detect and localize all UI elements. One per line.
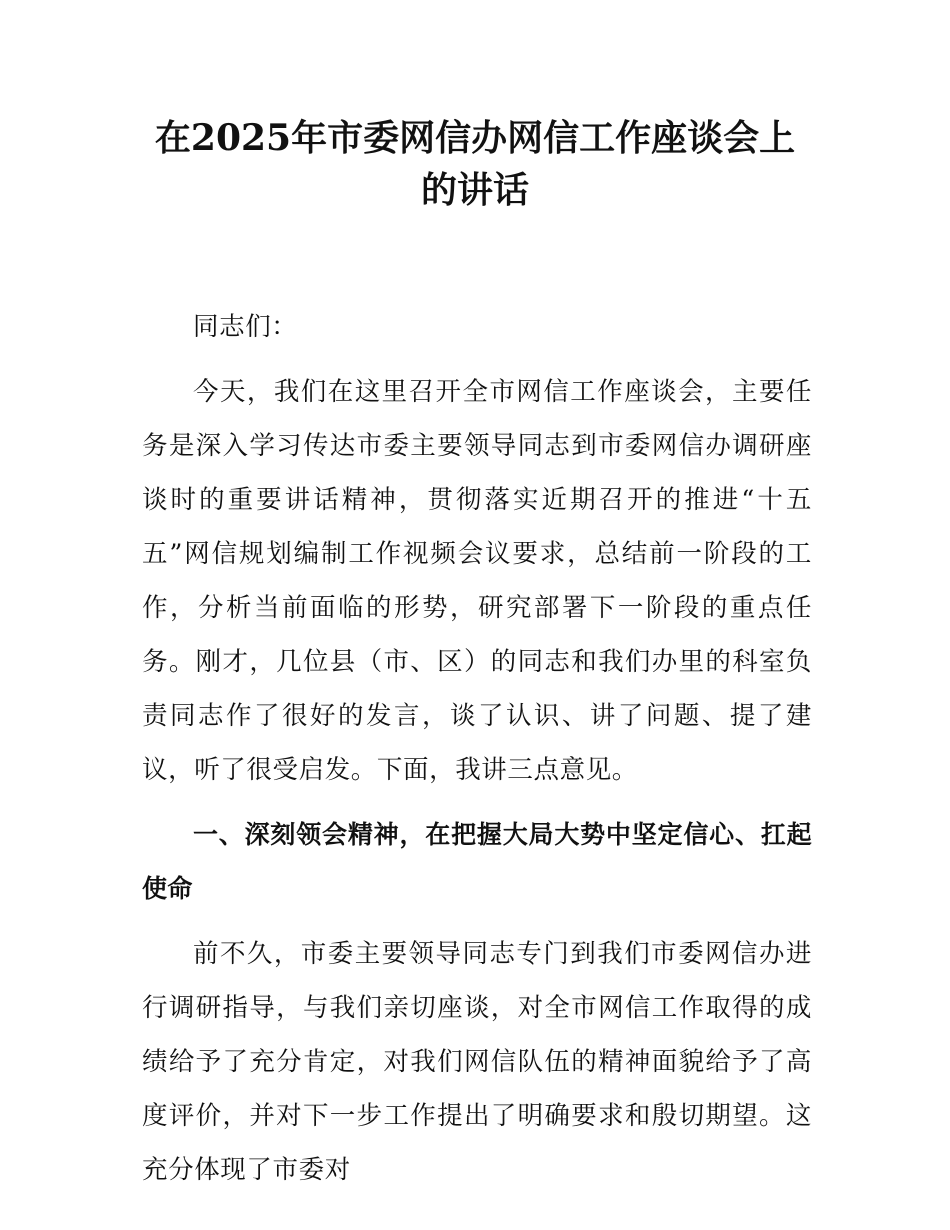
salutation: 同志们： <box>193 312 298 342</box>
document-body <box>142 300 812 1197</box>
document-title: 在2025年市委网信办网信工作座谈会上的讲话 <box>154 117 796 211</box>
section-heading: 一、深刻领会精神，在把握大局大势中坚定信心、扛起使命 <box>142 820 812 903</box>
section-paragraph: 前不久，市委主要领导同志专门到我们市委网信办进行调研指导，与我们亲切座谈，对全市网信工作取得的成绩给予了充分肯定，对我们网信队伍的精神面貌给予了高度评价，并对下一步工作提出了明确要求和殷切期望。这充分体现了市委对 <box>142 939 812 1185</box>
intro-paragraph: 今天，我们在这里召开全市网信工作座谈会，主要任务是深入学习传达市委主要领导同志到市委网信办调研座谈时的重要讲话精神，贯彻落实近期召开的推进“十五五”网信规划编制工作视频会议要求，总结前一阶段的工作，分析当前面临的形势，研究部署下一阶段的重点任务。刚才，几位县（市、区）的同志和我们办里的科室负责同志作了很好的发言，谈了认识、讲了问题、提了建议，听了很受启发。下面，我讲三点意见。 <box>142 377 812 785</box>
